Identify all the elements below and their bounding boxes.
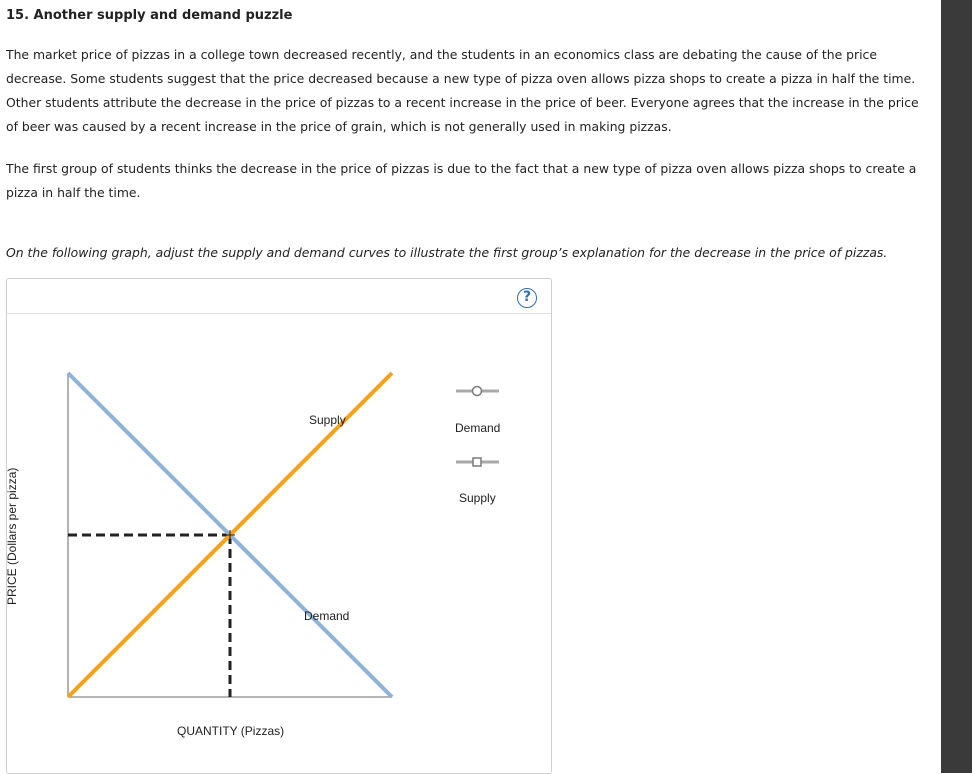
x-axis-label: QUANTITY (Pizzas): [177, 724, 285, 738]
help-button[interactable]: ?: [517, 288, 537, 308]
demand-curve-label: Demand: [304, 609, 350, 623]
question-paragraph-2: The first group of students thinks the decrease in the price of pizzas is due to the fact that a new type of pizza oven allows pizza shops to create a pizza in half the time.: [6, 161, 917, 200]
supply-tool-label: Supply: [459, 491, 496, 505]
question-title: 15. Another supply and demand puzzle: [6, 8, 293, 23]
demand-tool-marker: [473, 387, 482, 396]
supply-tool-icon[interactable]: [456, 458, 499, 466]
supply-curve-label: Supply: [309, 413, 346, 427]
supply-tool-marker: [473, 458, 481, 466]
graph-instruction: On the following graph, adjust the supply and demand curves to illustrate the first group’s explanation for the decrease in the price of pizzas.: [6, 245, 888, 260]
demand-tool-label: Demand: [455, 421, 501, 435]
y-axis-label: PRICE (Dollars per pizza): [5, 467, 19, 605]
question-paragraph-1: The market price of pizzas in a college town decreased recently, and the students in an economics class are debating the cause of the price decrease. Some students suggest that the price decreased because a new type of pizza oven allows pizza shops to create a pizza in half the time. Other students attribute the decrease in the price of pizzas to a recent increase in the price of beer. Everyone agrees that the increase in the price of beer was caused by a recent increase in the price of grain, which is not generally used in making pizzas.: [6, 47, 919, 134]
demand-tool-icon[interactable]: [456, 387, 499, 396]
